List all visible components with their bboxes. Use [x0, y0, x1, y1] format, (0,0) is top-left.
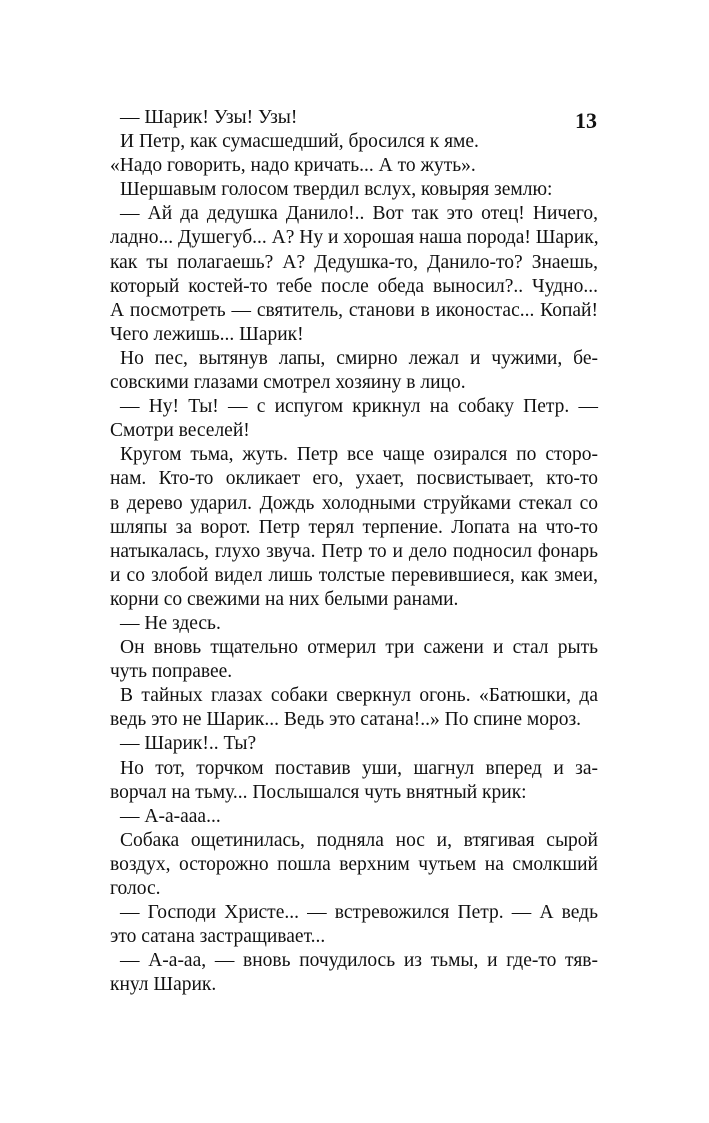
text-line: «Надо говорить, надо кричать... А то жуть». — [110, 155, 476, 177]
text-line: в дерево ударил. Дождь холодными струйками стекал со — [110, 492, 598, 514]
text-line: Смотри веселей! — [110, 420, 250, 442]
text-line: нам. Кто-то окликает его, ухает, посвистывает, кто-то — [110, 468, 598, 490]
text-line: — Шарик! Узы! Узы! — [120, 107, 298, 128]
text-line: Собака ощетинилась, подняла нос и, втягивая сырой — [120, 829, 598, 851]
text-line: корни со свежими на них белыми ранами. — [110, 588, 459, 610]
text-line: который костей-то тебе после обеда выносил?.. Чудно... — [110, 275, 598, 297]
text-line: ладно... Душегуб... А? Ну и хорошая наша порода! Шарик, — [110, 227, 599, 249]
text-line: Но тот, торчком поставив уши, шагнул вперед и за- — [120, 757, 598, 779]
text-line: как ты полагаешь? А? Дедушка-то, Данило-то? Знаешь, — [110, 251, 598, 273]
text-line: — Господи Христе... — встревожился Петр. — А ведь — [120, 902, 598, 924]
text-line: — Шарик!.. Ты? — [120, 733, 257, 755]
text-line: и со злобой видел лишь толстые перевившиеся, как змеи, — [110, 564, 598, 586]
text-line: Кругом тьма, жуть. Петр все чаще озирался по сторо- — [120, 444, 598, 466]
text-line: А посмотреть — святитель, станови в иконостас... Копай! — [110, 299, 598, 321]
text-line: В тайных глазах собаки сверкнул огонь. «Батюшки, да — [120, 685, 598, 707]
text-line: Он вновь тщательно отмерил три сажени и стал рыть — [120, 637, 598, 659]
text-line: ворчал на тьму... Послышался чуть внятный крик: — [110, 781, 527, 803]
text-line: — Ай да дедушка Данило!.. Вот так это отец! Ничего, — [120, 203, 598, 225]
text-line: воздух, осторожно пошла верхним чутьем на смолкший — [110, 853, 598, 875]
text-line: кнул Шарик. — [110, 974, 217, 996]
text-line: ведь это не Шарик... Ведь это сатана!..» По спине мороз. — [110, 709, 582, 731]
text-line: Но пес, вытянув лапы, смирно лежал и чужими, бе- — [120, 347, 598, 369]
text-line: совскими глазами смотрел хозяину в лицо. — [110, 372, 466, 394]
text-line: — Не здесь. — [120, 612, 221, 634]
text-line: голос. — [110, 878, 161, 899]
text-line: чуть поправее. — [110, 661, 233, 683]
text-line: — А-а-ааа... — [120, 805, 221, 827]
text-body — [110, 106, 598, 997]
page-number: 13 — [575, 108, 597, 133]
text-line: это сатана застращивает... — [110, 926, 326, 948]
text-line: Шершавым голосом твердил вслух, ковыряя землю: — [120, 179, 553, 201]
text-line: Чего лежишь... Шарик! — [110, 323, 304, 345]
text-line: шляпы за ворот. Петр терял терпение. Лопата на что-то — [110, 516, 598, 538]
text-line: — А-а-аа, — вновь почудилось из тьмы, и где-то тяв- — [120, 950, 598, 972]
text-line: — Ну! Ты! — с испугом крикнул на собаку Петр. — — [120, 396, 598, 418]
text-line: И Петр, как сумасшедший, бросился к яме. — [120, 131, 479, 153]
text-line: натыкалась, глухо звуча. Петр то и дело подносил фонарь — [110, 540, 598, 562]
